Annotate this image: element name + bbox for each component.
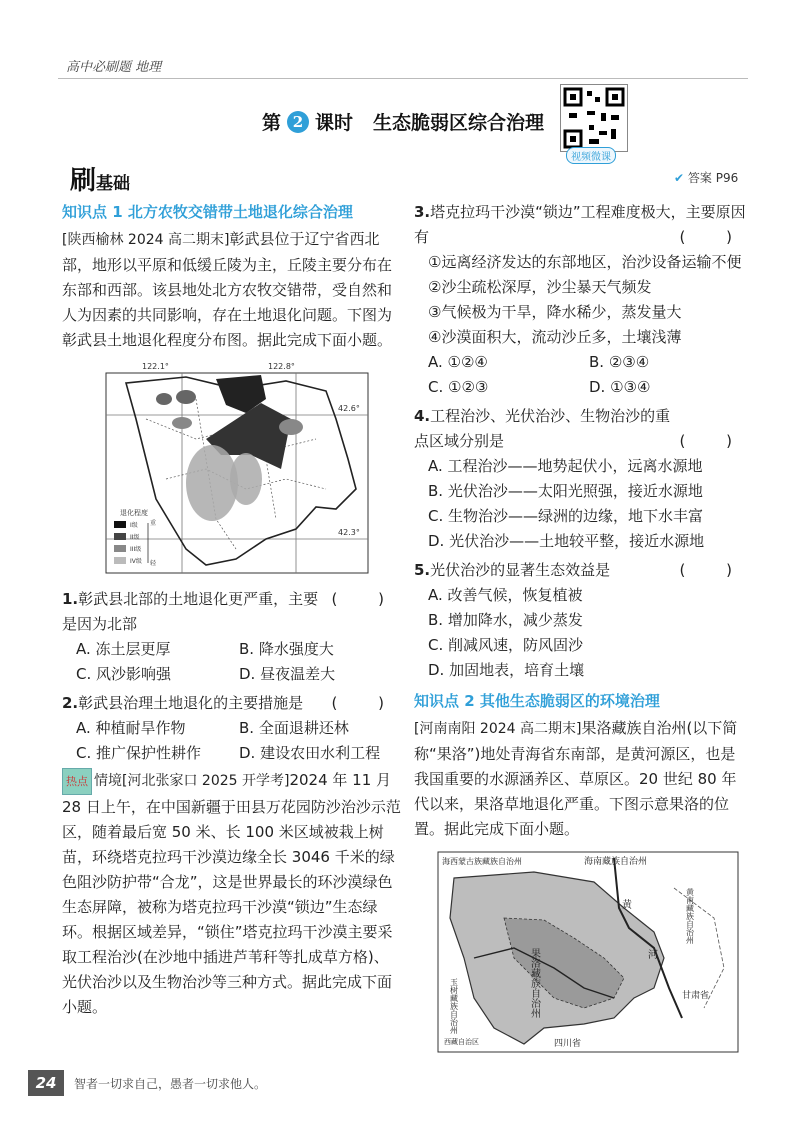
- statement-3: ③气候极为干旱，降水稀少，蒸发量大: [428, 303, 682, 321]
- option-c[interactable]: C. 推广保护性耕作: [76, 744, 202, 762]
- kp2-passage: [414, 716, 750, 842]
- lesson-suffix: 课时: [315, 112, 354, 134]
- options: [62, 637, 402, 687]
- left-column: [62, 200, 402, 1020]
- hot-topic-text: 2024 年 11 月 28 日上午，在中国新疆于田县万花园防沙治沙示范区，随着最后宽 50 米、长 100 米区域被栽上树苗，环绕塔克拉玛干沙漠边缘全长 3046 千米的绿色阻沙防护带“合龙”，这是世界最长的环沙漠绿色生态屏障，被称为塔克拉玛干沙漠“锁边”生态绿环。根据区域差异，“锁住”塔克拉玛干沙漠主要采取工程治沙(在沙地中插进芦苇秆等扎成草方格)、光伏治沙以及生物治沙等三种方式。据此完成下面小题。: [62, 771, 401, 1016]
- question-stem: 彰武县北部的土地退化更严重，主要是因为北部: [62, 590, 319, 633]
- lon-label-2: 122.8°: [268, 362, 295, 371]
- knowledge-point-2-title: 知识点 2 其他生态脆弱区的环境治理: [414, 692, 660, 710]
- option-d[interactable]: D. 建设农田水利工程: [239, 744, 381, 762]
- hot-topic-tag: 热点: [62, 768, 92, 795]
- section-title-sub: 基础: [96, 174, 131, 194]
- label-huangnan: 黄南藏族自治州: [685, 888, 695, 944]
- option-a[interactable]: A. ①②④: [428, 353, 488, 371]
- label-river-huang: 黄: [622, 900, 632, 911]
- answer-page: 答案 P96: [687, 171, 739, 185]
- zhangwu-degradation-map: [86, 359, 376, 579]
- option-c[interactable]: C. 风沙影响强: [76, 665, 172, 683]
- option-a[interactable]: A. 工程治沙——地势起伏小，远离水源地: [428, 457, 703, 475]
- footer-motto: 智者一切求自己，愚者一切求他人。: [74, 1076, 267, 1091]
- answer-paren[interactable]: ( ): [679, 228, 750, 246]
- kp2-source: [河南南阳 2024 高二期末]: [414, 721, 582, 737]
- legend-heavy: 重: [150, 520, 157, 527]
- header-divider: [58, 78, 748, 79]
- question-number: 5.: [414, 561, 431, 579]
- page-number: 24: [28, 1070, 64, 1096]
- statement-4: ④沙漠面积大，流动沙丘多，土壤浅薄: [428, 328, 682, 346]
- kp1-text: 彰武县位于辽宁省西北部，地形以平原和低缓丘陵为主，丘陵主要分布在东部和西部。该县地处北方农牧交错带，受自然和人为因素的共同影响，存在土地退化问题。下图为彰武县土地退化程度分布图。据此完成下面小题。: [62, 230, 393, 349]
- kp1-source: [陕西榆林 2024 高二期末]: [62, 232, 230, 248]
- option-d[interactable]: D. 光伏治沙——土地较平整，接近水源地: [428, 532, 705, 550]
- legend-level-3: III级: [130, 546, 142, 553]
- legend-title: 退化程度: [120, 509, 148, 517]
- label-river-he: 河: [648, 950, 658, 961]
- label-tibet: 西藏自治区: [444, 1038, 479, 1046]
- check-icon: ✔: [674, 171, 685, 185]
- label-haixi: 海西蒙古族藏族自治州: [442, 857, 522, 866]
- question-3: [414, 200, 750, 400]
- statement-2: ②沙尘疏松深厚，沙尘暴天气频发: [428, 278, 652, 296]
- option-d[interactable]: D. 昼夜温差大: [239, 665, 336, 683]
- label-sichuan: 四川省: [554, 1039, 582, 1049]
- label-yushu: 玉树藏族自治州: [449, 978, 459, 1034]
- kp2-text: 果洛藏族自治州(以下简称“果洛”)地处青海省东南部，是黄河源区，也是我国重要的水源涵养区、草原区。20 世纪 80 年代以来，果洛草地退化严重。下图示意果洛的位置。据此完成下面小题。: [414, 719, 738, 838]
- option-b[interactable]: B. ②③④: [589, 353, 650, 371]
- option-a[interactable]: A. 冻土层更厚: [76, 640, 171, 658]
- kp1-passage: [62, 227, 402, 353]
- option-c[interactable]: C. ①②③: [428, 378, 489, 396]
- question-number: 1.: [62, 590, 79, 608]
- option-a[interactable]: A. 改善气候，恢复植被: [428, 586, 583, 604]
- section-title-main: 刷: [70, 166, 97, 196]
- question-5: [414, 558, 750, 683]
- lat-label-1: 42.6°: [338, 404, 360, 413]
- legend-level-4: IV级: [130, 558, 142, 565]
- answer-reference: [674, 169, 738, 186]
- guoluo-location-map: [414, 848, 740, 1054]
- answer-paren[interactable]: ( ): [679, 432, 750, 450]
- lesson-name: 生态脆弱区综合治理: [373, 112, 545, 134]
- legend-level-1: I级: [130, 522, 138, 529]
- option-b[interactable]: B. 光伏治沙——太阳光照强，接近水源地: [428, 482, 703, 500]
- answer-paren[interactable]: ( ): [679, 561, 750, 579]
- answer-paren[interactable]: ( ): [331, 590, 402, 608]
- lesson-number: 2: [287, 111, 309, 133]
- lat-label-2: 42.3°: [338, 528, 360, 537]
- legend-level-2: II级: [130, 534, 140, 541]
- video-lesson-label[interactable]: 视频微课: [566, 147, 616, 164]
- option-d[interactable]: D. ①③④: [589, 378, 651, 396]
- question-number: 3.: [414, 203, 431, 221]
- label-guoluo: 果洛藏族自治州: [528, 948, 540, 1018]
- question-1: [62, 587, 402, 687]
- option-a[interactable]: A. 种植耐旱作物: [76, 719, 186, 737]
- question-2: [62, 691, 402, 766]
- option-b[interactable]: B. 降水强度大: [239, 640, 334, 658]
- question-stem: 工程治沙、光伏治沙、生物治沙的重点区域分别是: [414, 407, 671, 450]
- option-d[interactable]: D. 加固地表，培育土壤: [428, 661, 585, 679]
- options: [414, 350, 750, 400]
- hot-topic-label: 情境: [94, 773, 122, 789]
- hot-topic-passage: [62, 768, 402, 1020]
- lon-label-1: 122.1°: [142, 362, 169, 371]
- statement-1: ①远离经济发达的东部地区，治沙设备运输不便: [428, 253, 742, 271]
- option-c[interactable]: C. 削减风速，防风固沙: [428, 636, 584, 654]
- option-c[interactable]: C. 生物治沙——绿洲的边缘，地下水丰富: [428, 507, 704, 525]
- qr-code-icon[interactable]: [560, 84, 628, 152]
- book-header: 高中必刷题 地理: [66, 60, 162, 75]
- option-b[interactable]: B. 增加降水，减少蒸发: [428, 611, 583, 629]
- lesson-prefix: 第: [262, 112, 282, 134]
- question-stem: 塔克拉玛干沙漠“锁边”工程难度极大，主要原因有: [414, 203, 746, 246]
- question-number: 2.: [62, 694, 79, 712]
- question-number: 4.: [414, 407, 431, 425]
- knowledge-point-1-title: 知识点 1 北方农牧交错带土地退化综合治理: [62, 203, 353, 221]
- hot-topic-source: [河北张家口 2025 开学考]: [122, 773, 290, 789]
- question-4: [414, 404, 750, 554]
- legend-light: 轻: [150, 560, 157, 567]
- right-column: [414, 200, 750, 1054]
- answer-paren[interactable]: ( ): [331, 694, 402, 712]
- label-gansu: 甘肃省: [682, 991, 710, 1001]
- label-hainan: 海南藏族自治州: [584, 857, 648, 867]
- options: [62, 716, 402, 766]
- section-title: [70, 160, 130, 197]
- question-stem: 彰武县治理土地退化的主要措施是: [78, 694, 304, 712]
- lesson-title: [262, 108, 544, 135]
- question-stem: 光伏治沙的显著生态效益是: [430, 561, 611, 579]
- option-b[interactable]: B. 全面退耕还林: [239, 719, 349, 737]
- page-footer: [28, 1068, 266, 1098]
